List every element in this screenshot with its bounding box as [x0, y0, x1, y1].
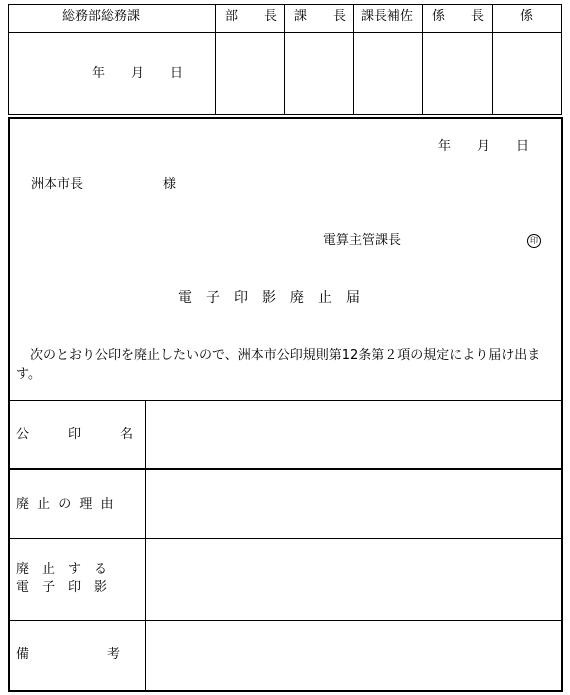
approval-left-border	[8, 4, 9, 114]
approval-col-divider-5	[492, 4, 493, 114]
form-title: 電 子 印 影 廃 止 届	[178, 290, 360, 306]
honorific: 様	[163, 177, 177, 192]
header-bucho: 部 長	[225, 9, 278, 24]
approval-col-divider-1	[215, 4, 216, 114]
seal-mark-icon: 印	[527, 234, 541, 248]
row-label-reason: 廃 止 の 理 由	[16, 497, 116, 512]
row-label-abolish-line1: 廃 止 す る	[16, 562, 108, 577]
abolished-seal-cell[interactable]	[146, 539, 561, 620]
form-top-border	[8, 117, 563, 119]
header-kakaricho: 係 長	[432, 9, 485, 24]
approval-top-border	[8, 4, 562, 5]
approval-header-divider	[8, 32, 562, 33]
approval-date: 年 月 日	[92, 66, 184, 81]
sender-title: 電算主管課長	[323, 233, 402, 248]
approval-col-divider-4	[422, 4, 423, 114]
row-label-remarks: 備 考	[16, 647, 121, 662]
approval-right-border	[561, 4, 562, 114]
form-right-border	[561, 117, 563, 692]
department-name: 総務部総務課	[62, 9, 141, 24]
header-kakari: 係	[520, 9, 534, 24]
row-label-seal-name: 公 印 名	[16, 427, 134, 442]
remarks-cell[interactable]	[146, 621, 561, 690]
reason-cell[interactable]	[146, 470, 561, 538]
form-date: 年 月 日	[438, 139, 530, 154]
approval-col-divider-2	[284, 4, 285, 114]
form-bottom-border	[8, 690, 563, 692]
header-kacho: 課 長	[294, 9, 347, 24]
seal-name-cell[interactable]	[146, 401, 561, 468]
approval-col-divider-3	[353, 4, 354, 114]
form-body-text: 次のとおり公印を廃止したいので、洲本市公印規則第12条第２項の規定により届け出ます。	[16, 348, 541, 382]
header-kacho-hosa: 課長補佐	[361, 9, 414, 24]
addressee: 洲本市長	[31, 177, 84, 192]
form-left-border	[8, 117, 10, 692]
approval-bottom-border	[8, 114, 562, 115]
row-label-abolish-line2: 電 子 印 影	[16, 580, 108, 595]
